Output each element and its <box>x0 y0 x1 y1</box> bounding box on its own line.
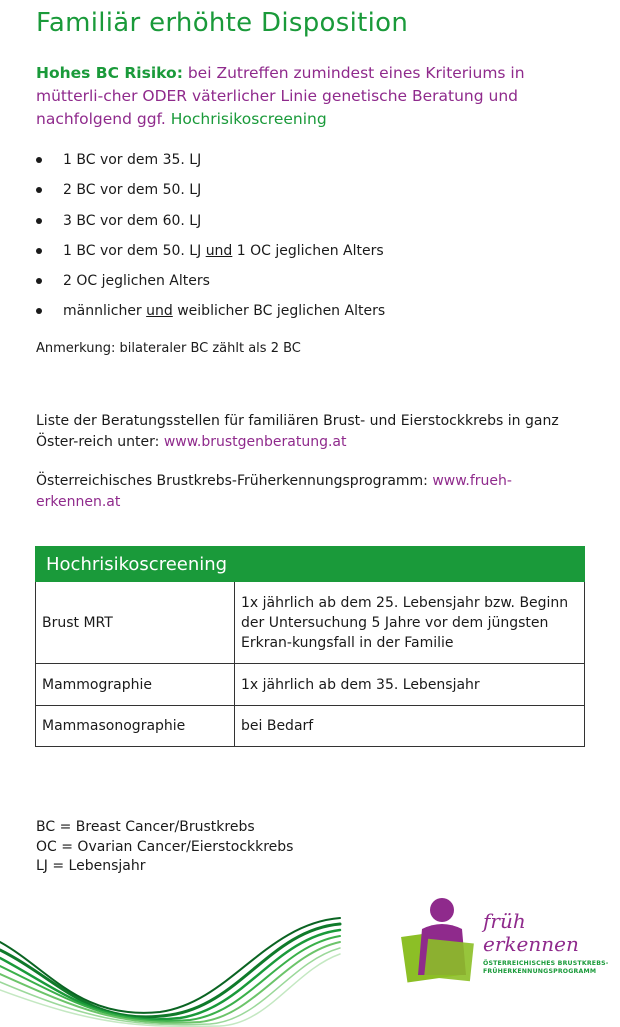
intro-paragraph <box>36 62 586 131</box>
programm-paragraph <box>36 471 586 513</box>
logo-subtitle-line: ÖSTERREICHISCHES BRUSTKREBS- <box>483 960 609 967</box>
logo-text-line1: früh <box>483 909 526 933</box>
criterion-text: 1 BC vor dem 50. LJ <box>63 242 206 259</box>
criterion-text: männlicher <box>63 303 147 320</box>
definition-item: LJ = Lebensjahr <box>36 858 146 874</box>
note: Anmerkung: bilateraler BC zählt als 2 BC <box>36 341 301 356</box>
criteria-list <box>36 150 596 332</box>
table-row <box>36 706 585 747</box>
list-item <box>36 271 596 301</box>
screening-table <box>35 546 585 747</box>
page-title: Familiär erhöhte Disposition <box>36 8 409 38</box>
beratung-text: Liste der Beratungsstellen für familiären Brust- und Eierstockkrebs in ganz Öster-reich unter: <box>36 413 559 450</box>
underlined-word: und <box>205 242 233 259</box>
definitions <box>36 818 293 877</box>
method-cell: Mammasonographie <box>36 706 235 747</box>
table-header: Hochrisikoscreening <box>36 547 585 582</box>
frueh-erkennen-logo <box>400 895 480 990</box>
criterion-text: 2 OC jeglichen Alters <box>63 273 210 290</box>
criterion-text: 1 BC vor dem 35. LJ <box>63 152 202 168</box>
definition-item: BC = Breast Cancer/Brustkrebs <box>36 819 255 835</box>
list-item <box>36 301 596 331</box>
method-cell: Brust MRT <box>36 582 235 664</box>
list-item <box>36 241 596 271</box>
detail-cell: bei Bedarf <box>235 706 585 747</box>
method-cell: Mammographie <box>36 664 235 706</box>
criterion-text: 3 BC vor dem 60. LJ <box>63 212 202 229</box>
criterion-text: 2 BC vor dem 50. LJ <box>63 182 202 199</box>
risk-label: Hohes BC Risiko: <box>36 64 183 82</box>
intro-text: bei Zutreffen zumindest eines Kriteriums in mütterli-cher ODER väterlicher Linie genetische Beratung und nachfolgend ggf. <box>36 64 525 128</box>
programm-text: Österreichisches Brustkrebs-Früherkennungsprogramm: <box>36 473 428 489</box>
decorative-wave <box>0 910 380 1027</box>
criterion-text: 1 OC jeglichen Alters <box>232 242 384 259</box>
logo-text-line2: erkennen <box>483 932 579 956</box>
intro-screening-text: Hochrisikoscreening <box>170 110 327 128</box>
underlined-word: und <box>146 303 173 320</box>
table-row <box>36 664 585 706</box>
brustgenberatung-link[interactable]: www.brustgenberatung.at <box>163 434 347 450</box>
detail-cell: 1x jährlich ab dem 35. Lebensjahr <box>235 664 585 706</box>
logo-subtitle-line: FRÜHERKENNUNGSPROGRAMM <box>483 968 597 975</box>
list-item <box>36 180 596 210</box>
logo-subtitle <box>483 960 609 976</box>
frueh-erkennen-link[interactable]: www.frueh-erkennen.at <box>36 473 512 510</box>
criterion-text: weiblicher BC jeglichen Alters <box>172 303 386 320</box>
list-item <box>36 211 596 241</box>
detail-cell: 1x jährlich ab dem 25. Lebensjahr bzw. Beginn der Untersuchung 5 Jahre vor dem jüngsten Erkran-kungsfall in der Familie <box>235 582 585 664</box>
beratung-paragraph <box>36 411 586 453</box>
list-item <box>36 150 596 180</box>
table-row <box>36 582 585 664</box>
definition-item: OC = Ovarian Cancer/Eierstockkrebs <box>36 838 294 855</box>
